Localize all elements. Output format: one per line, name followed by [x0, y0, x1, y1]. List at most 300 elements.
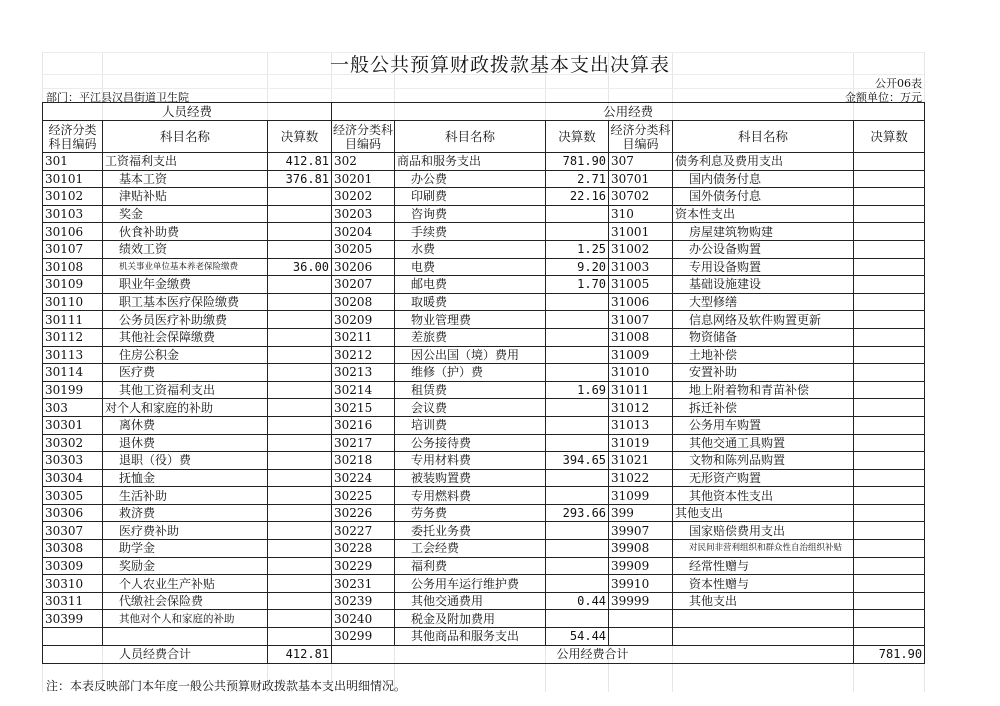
column-header-code: 经济分类科目编码 — [610, 122, 671, 151]
amount-cell — [268, 188, 332, 206]
subject-name-cell: 代缴社会保险费 — [103, 592, 268, 610]
amount-cell — [854, 469, 925, 487]
subject-name-cell: 公务用车运行维护费 — [395, 575, 546, 593]
expenditure-table — [42, 102, 925, 664]
table-row — [43, 416, 925, 434]
subject-name-cell: 办公费 — [395, 170, 546, 188]
economic-code-cell: 39908 — [609, 540, 673, 558]
table-row — [43, 487, 925, 505]
subject-name-cell: 资本性赠与 — [673, 575, 854, 593]
amount-cell — [854, 540, 925, 558]
table-row — [43, 240, 925, 258]
subject-name-cell: 基础设施建设 — [673, 276, 854, 294]
table-row — [43, 346, 925, 364]
column-header-name: 科目名称 — [103, 121, 268, 153]
subject-name-cell: 住房公积金 — [103, 346, 268, 364]
subject-name-cell: 税金及附加费用 — [395, 610, 546, 628]
economic-code-cell: 30206 — [332, 258, 395, 276]
table-row — [43, 258, 925, 276]
amount-cell — [268, 469, 332, 487]
subject-name-cell: 其他社会保障缴费 — [103, 328, 268, 346]
subject-name-cell: 房屋建筑物购建 — [673, 223, 854, 241]
amount-cell — [854, 434, 925, 452]
economic-code-cell: 39909 — [609, 557, 673, 575]
economic-code-cell: 30108 — [43, 258, 103, 276]
subject-name-cell: 经常性赠与 — [673, 557, 854, 575]
economic-code-cell: 30224 — [332, 469, 395, 487]
amount-cell — [854, 240, 925, 258]
subject-name-cell: 生活补助 — [103, 487, 268, 505]
subject-name-cell: 绩效工资 — [103, 240, 268, 258]
subject-name-cell: 退休费 — [103, 434, 268, 452]
economic-code-cell: 30106 — [43, 223, 103, 241]
table-row — [43, 504, 925, 522]
subject-name-cell: 其他交通费用 — [395, 592, 546, 610]
amount-cell — [546, 311, 609, 329]
amount-cell — [854, 170, 925, 188]
subject-name-cell: 其他工资福利支出 — [103, 381, 268, 399]
subject-name-cell: 地上附着物和青苗补偿 — [673, 381, 854, 399]
economic-code-cell: 30307 — [43, 522, 103, 540]
economic-code-cell: 30702 — [609, 188, 673, 206]
column-header-amount: 决算数 — [268, 121, 332, 153]
subject-name-cell: 离休费 — [103, 416, 268, 434]
amount-cell — [268, 434, 332, 452]
subject-name-cell: 资本性支出 — [673, 205, 854, 223]
table-row — [43, 592, 925, 610]
subject-name-cell: 物资储备 — [673, 328, 854, 346]
column-header-name: 科目名称 — [395, 121, 546, 153]
economic-code-cell: 303 — [43, 399, 103, 417]
subject-name-cell: 取暖费 — [395, 293, 546, 311]
amount-cell — [546, 575, 609, 593]
amount-cell: 2.71 — [546, 170, 609, 188]
economic-code-cell: 31099 — [609, 487, 673, 505]
economic-code-cell: 31005 — [609, 276, 673, 294]
economic-code-cell — [609, 610, 673, 628]
economic-code-cell: 30207 — [332, 276, 395, 294]
subject-name-cell: 对民间非营利组织和群众性自治组织补贴 — [673, 540, 854, 558]
amount-cell — [854, 276, 925, 294]
economic-code-cell: 30217 — [332, 434, 395, 452]
amount-cell — [854, 346, 925, 364]
amount-cell — [546, 540, 609, 558]
economic-code-cell: 30111 — [43, 311, 103, 329]
table-row — [43, 381, 925, 399]
subject-name-cell: 委托业务费 — [395, 522, 546, 540]
table-row — [43, 328, 925, 346]
table-row — [43, 434, 925, 452]
subject-name-cell: 邮电费 — [395, 276, 546, 294]
amount-cell — [268, 487, 332, 505]
table-row — [43, 610, 925, 628]
subject-name-cell: 奖金 — [103, 205, 268, 223]
economic-code-cell: 30302 — [43, 434, 103, 452]
economic-code-cell: 31019 — [609, 434, 673, 452]
subject-name-cell: 办公设备购置 — [673, 240, 854, 258]
economic-code-cell: 30306 — [43, 504, 103, 522]
economic-code-cell: 310 — [609, 205, 673, 223]
subject-name-cell: 国内债务付息 — [673, 170, 854, 188]
subject-name-cell: 咨询费 — [395, 205, 546, 223]
amount-cell — [854, 223, 925, 241]
amount-cell — [268, 205, 332, 223]
subject-name-cell: 土地补偿 — [673, 346, 854, 364]
amount-cell — [546, 416, 609, 434]
amount-cell — [268, 311, 332, 329]
economic-code-cell: 30213 — [332, 364, 395, 382]
amount-cell: 54.44 — [546, 628, 609, 646]
subject-name-cell: 专用设备购置 — [673, 258, 854, 276]
column-header-amount: 决算数 — [546, 121, 609, 153]
amount-cell — [854, 153, 925, 171]
subject-name-cell: 债务利息及费用支出 — [673, 153, 854, 171]
amount-cell — [268, 504, 332, 522]
amount-cell — [854, 592, 925, 610]
subject-name-cell: 其他对个人和家庭的补助 — [103, 610, 268, 628]
subject-name-cell: 物业管理费 — [395, 311, 546, 329]
economic-code-cell: 30211 — [332, 328, 395, 346]
table-row — [43, 293, 925, 311]
amount-cell: 376.81 — [268, 170, 332, 188]
economic-code-cell: 30227 — [332, 522, 395, 540]
table-row — [43, 170, 925, 188]
economic-code-cell: 30231 — [332, 575, 395, 593]
amount-cell — [268, 223, 332, 241]
amount-cell: 1.70 — [546, 276, 609, 294]
department-label: 部门：平江县汉昌街道卫生院 — [46, 91, 189, 104]
amount-cell — [546, 328, 609, 346]
economic-code-cell: 30215 — [332, 399, 395, 417]
economic-code-cell: 39907 — [609, 522, 673, 540]
subject-name-cell: 专用燃料费 — [395, 487, 546, 505]
amount-cell — [854, 575, 925, 593]
group-header-public: 公用经费 — [332, 103, 925, 121]
amount-cell — [546, 469, 609, 487]
amount-cell — [268, 522, 332, 540]
subject-name-cell: 其他支出 — [673, 504, 854, 522]
amount-cell: 1.25 — [546, 240, 609, 258]
amount-cell — [854, 522, 925, 540]
subject-name-cell: 无形资产购置 — [673, 469, 854, 487]
amount-cell — [268, 610, 332, 628]
subject-name-cell: 医疗费 — [103, 364, 268, 382]
economic-code-cell: 30301 — [43, 416, 103, 434]
economic-code-cell: 39910 — [609, 575, 673, 593]
table-row — [43, 575, 925, 593]
subject-name-cell: 其他资本性支出 — [673, 487, 854, 505]
subject-name-cell: 基本工资 — [103, 170, 268, 188]
subject-name-cell: 个人农业生产补贴 — [103, 575, 268, 593]
subject-name-cell: 工资福利支出 — [103, 153, 268, 171]
amount-cell — [546, 522, 609, 540]
subject-name-cell: 退职（役）费 — [103, 452, 268, 470]
subject-name-cell: 租赁费 — [395, 381, 546, 399]
subject-name-cell: 手续费 — [395, 223, 546, 241]
subject-name-cell: 国外债务付息 — [673, 188, 854, 206]
economic-code-cell: 31010 — [609, 364, 673, 382]
subject-name-cell — [673, 610, 854, 628]
economic-code-cell: 30214 — [332, 381, 395, 399]
economic-code-cell: 30304 — [43, 469, 103, 487]
economic-code-cell: 30112 — [43, 328, 103, 346]
amount-cell — [268, 276, 332, 294]
subject-name-cell: 培训费 — [395, 416, 546, 434]
subject-name-cell: 公务员医疗补助缴费 — [103, 311, 268, 329]
table-row — [43, 540, 925, 558]
footnote: 注：本表反映部门本年度一般公共预算财政拨款基本支出明细情况。 — [46, 679, 407, 693]
amount-cell — [268, 540, 332, 558]
subject-name-cell: 印刷费 — [395, 188, 546, 206]
table-row — [43, 452, 925, 470]
amount-cell — [268, 364, 332, 382]
economic-code-cell: 31021 — [609, 452, 673, 470]
group-header-personnel: 人员经费 — [43, 103, 332, 121]
amount-cell — [268, 346, 332, 364]
amount-cell — [854, 205, 925, 223]
subject-name-cell: 对个人和家庭的补助 — [103, 399, 268, 417]
subject-name-cell — [673, 628, 854, 646]
economic-code-cell: 30310 — [43, 575, 103, 593]
amount-cell — [854, 452, 925, 470]
economic-code-cell: 31011 — [609, 381, 673, 399]
subject-name-cell: 公务用车购置 — [673, 416, 854, 434]
subject-name-cell: 信息网络及软件购置更新 — [673, 311, 854, 329]
amount-cell — [546, 434, 609, 452]
amount-cell — [854, 416, 925, 434]
amount-cell — [854, 628, 925, 646]
economic-code-cell: 30114 — [43, 364, 103, 382]
economic-code-cell: 31003 — [609, 258, 673, 276]
economic-code-cell: 31009 — [609, 346, 673, 364]
subject-name-cell: 文物和陈列品购置 — [673, 452, 854, 470]
subject-name-cell: 被装购置费 — [395, 469, 546, 487]
amount-cell — [854, 364, 925, 382]
amount-cell — [546, 610, 609, 628]
column-header-amount: 决算数 — [854, 121, 925, 153]
table-row — [43, 311, 925, 329]
table-row — [43, 153, 925, 171]
amount-cell — [854, 557, 925, 575]
table-row — [43, 276, 925, 294]
amount-cell — [546, 399, 609, 417]
column-header-code: 经济分类科目编码 — [43, 121, 103, 153]
amount-cell — [546, 205, 609, 223]
subject-name-cell: 会议费 — [395, 399, 546, 417]
subject-name-cell: 医疗费补助 — [103, 522, 268, 540]
subject-name-cell: 因公出国（境）费用 — [395, 346, 546, 364]
amount-cell — [268, 399, 332, 417]
amount-cell — [268, 592, 332, 610]
economic-code-cell: 30309 — [43, 557, 103, 575]
amount-cell — [854, 328, 925, 346]
subject-name-cell: 拆迁补偿 — [673, 399, 854, 417]
subject-name-cell: 维修（护）费 — [395, 364, 546, 382]
economic-code-cell: 30202 — [332, 188, 395, 206]
amount-cell — [854, 399, 925, 417]
amount-cell — [268, 452, 332, 470]
economic-code-cell: 30208 — [332, 293, 395, 311]
economic-code-cell: 30226 — [332, 504, 395, 522]
amount-cell: 0.44 — [546, 592, 609, 610]
economic-code-cell: 30204 — [332, 223, 395, 241]
amount-cell: 22.16 — [546, 188, 609, 206]
subject-name-cell: 专用材料费 — [395, 452, 546, 470]
subject-name-cell: 工会经费 — [395, 540, 546, 558]
amount-cell — [268, 416, 332, 434]
table-row — [43, 469, 925, 487]
economic-code-cell: 30216 — [332, 416, 395, 434]
subject-name-cell: 伙食补助费 — [103, 223, 268, 241]
amount-cell — [854, 504, 925, 522]
economic-code-cell: 30201 — [332, 170, 395, 188]
economic-code-cell: 30305 — [43, 487, 103, 505]
subject-name-cell: 抚恤金 — [103, 469, 268, 487]
subject-name-cell: 劳务费 — [395, 504, 546, 522]
table-row — [43, 557, 925, 575]
amount-cell: 781.90 — [546, 153, 609, 171]
economic-code-cell: 30240 — [332, 610, 395, 628]
economic-code-cell: 399 — [609, 504, 673, 522]
subject-name-cell: 电费 — [395, 258, 546, 276]
subject-name-cell: 津贴补贴 — [103, 188, 268, 206]
subject-name-cell: 水费 — [395, 240, 546, 258]
amount-cell — [546, 364, 609, 382]
economic-code-cell: 30203 — [332, 205, 395, 223]
economic-code-cell: 301 — [43, 153, 103, 171]
amount-cell — [268, 293, 332, 311]
economic-code-cell — [609, 628, 673, 646]
amount-cell — [268, 628, 332, 646]
table-row — [43, 522, 925, 540]
economic-code-cell: 30101 — [43, 170, 103, 188]
subject-name-cell: 职工基本医疗保险缴费 — [103, 293, 268, 311]
subject-name-cell: 职业年金缴费 — [103, 276, 268, 294]
table-row — [43, 628, 925, 646]
economic-code-cell: 302 — [332, 153, 395, 171]
economic-code-cell: 30199 — [43, 381, 103, 399]
economic-code-cell: 30228 — [332, 540, 395, 558]
amount-cell: 412.81 — [268, 153, 332, 171]
public-total-amount: 781.90 — [854, 645, 925, 663]
subject-name-cell: 差旅费 — [395, 328, 546, 346]
amount-cell — [546, 223, 609, 241]
economic-code-cell: 30303 — [43, 452, 103, 470]
subject-name-cell: 大型修缮 — [673, 293, 854, 311]
subject-name-cell: 国家赔偿费用支出 — [673, 522, 854, 540]
amount-cell — [268, 575, 332, 593]
public-total-label: 公用经费合计 — [332, 645, 854, 663]
economic-code-cell: 31002 — [609, 240, 673, 258]
amount-cell — [854, 487, 925, 505]
economic-code-cell: 31008 — [609, 328, 673, 346]
economic-code-cell — [43, 628, 103, 646]
table-row — [43, 205, 925, 223]
economic-code-cell: 31006 — [609, 293, 673, 311]
economic-code-cell: 30225 — [332, 487, 395, 505]
personnel-total-label: 人员经费合计 — [43, 645, 268, 663]
economic-code-cell: 31022 — [609, 469, 673, 487]
economic-code-cell: 30109 — [43, 276, 103, 294]
amount-cell — [546, 293, 609, 311]
table-row — [43, 188, 925, 206]
amount-cell — [268, 328, 332, 346]
report-title: 一般公共预算财政拨款基本支出决算表 — [329, 54, 670, 76]
economic-code-cell: 31013 — [609, 416, 673, 434]
amount-cell: 1.69 — [546, 381, 609, 399]
subject-name-cell: 奖励金 — [103, 557, 268, 575]
economic-code-cell: 30308 — [43, 540, 103, 558]
amount-cell: 293.66 — [546, 504, 609, 522]
economic-code-cell: 30107 — [43, 240, 103, 258]
economic-code-cell: 30239 — [332, 592, 395, 610]
amount-cell: 9.20 — [546, 258, 609, 276]
amount-cell — [546, 557, 609, 575]
economic-code-cell: 30113 — [43, 346, 103, 364]
economic-code-cell: 30311 — [43, 592, 103, 610]
economic-code-cell: 31007 — [609, 311, 673, 329]
economic-code-cell: 31001 — [609, 223, 673, 241]
table-row — [43, 364, 925, 382]
totals-row — [43, 645, 925, 663]
economic-code-cell: 30212 — [332, 346, 395, 364]
subject-name-cell: 其他交通工具购置 — [673, 434, 854, 452]
form-code: 公开06表 — [875, 77, 922, 90]
amount-cell — [854, 610, 925, 628]
amount-cell — [854, 293, 925, 311]
economic-code-cell: 31012 — [609, 399, 673, 417]
personnel-total-amount: 412.81 — [268, 645, 332, 663]
amount-cell — [854, 258, 925, 276]
economic-code-cell: 30399 — [43, 610, 103, 628]
amount-cell — [854, 381, 925, 399]
amount-cell — [268, 240, 332, 258]
subject-name-cell: 救济费 — [103, 504, 268, 522]
amount-cell — [854, 188, 925, 206]
subject-name-cell: 安置补助 — [673, 364, 854, 382]
economic-code-cell: 30701 — [609, 170, 673, 188]
table-row — [43, 223, 925, 241]
amount-cell — [546, 346, 609, 364]
economic-code-cell: 307 — [609, 153, 673, 171]
subject-name-cell: 其他商品和服务支出 — [395, 628, 546, 646]
amount-cell — [268, 381, 332, 399]
subject-name-cell: 助学金 — [103, 540, 268, 558]
column-header-code: 经济分类科目编码 — [333, 122, 394, 151]
economic-code-cell: 30205 — [332, 240, 395, 258]
economic-code-cell: 30110 — [43, 293, 103, 311]
subject-name-cell — [103, 628, 268, 646]
amount-unit: 金额单位：万元 — [845, 91, 922, 104]
amount-cell: 394.65 — [546, 452, 609, 470]
economic-code-cell: 30229 — [332, 557, 395, 575]
economic-code-cell: 30218 — [332, 452, 395, 470]
economic-code-cell: 30103 — [43, 205, 103, 223]
economic-code-cell: 39999 — [609, 592, 673, 610]
economic-code-cell: 30102 — [43, 188, 103, 206]
amount-cell: 36.00 — [268, 258, 332, 276]
subject-name-cell: 公务接待费 — [395, 434, 546, 452]
subject-name-cell: 其他支出 — [673, 592, 854, 610]
amount-cell — [546, 487, 609, 505]
subject-name-cell: 商品和服务支出 — [395, 153, 546, 171]
amount-cell — [854, 311, 925, 329]
economic-code-cell: 30299 — [332, 628, 395, 646]
economic-code-cell: 30209 — [332, 311, 395, 329]
subject-name-cell: 机关事业单位基本养老保险缴费 — [103, 258, 268, 276]
amount-cell — [268, 557, 332, 575]
subject-name-cell: 福利费 — [395, 557, 546, 575]
